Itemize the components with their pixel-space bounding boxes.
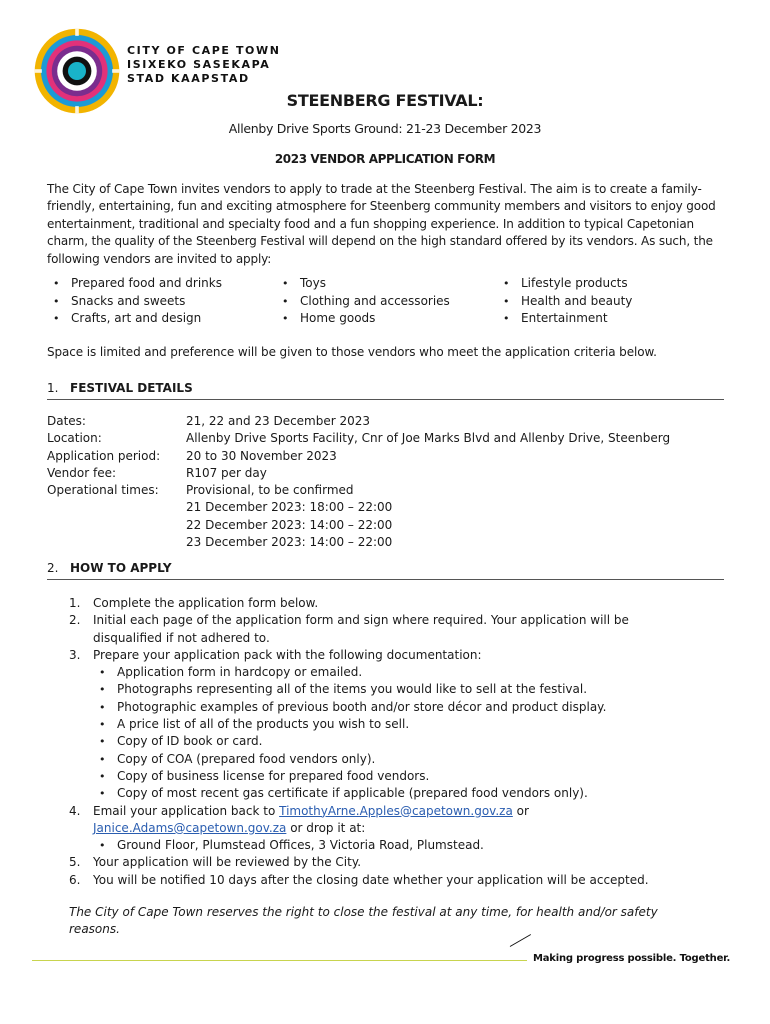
logo-wordmark: CITY OF CAPE TOWN ISIXEKO SASEKAPA STAD KAAPSTAD	[127, 44, 281, 85]
email-link-timothy[interactable]: TimothyArne.Apples@capetown.gov.za	[279, 803, 513, 818]
list-item: • Clothing and accessories	[276, 293, 450, 311]
document-page: CITY OF CAPE TOWN ISIXEKO SASEKAPA STAD KAAPSTAD STEENBERG FESTIVAL: Allenby Drive Sports Ground: 21-23 December 2023 2023 VENDOR APPLICATION FORM The City of Cape Town invites vendors to apply to trade at the Steenberg Festival. The aim is to create a family-friendly, entertaining, fun and exciting atmosphere for Steenberg community members and visitors to enjoy good entertainment, traditional and specialty food and a fun shopping experience. In addition to typical Capetonian charm, the quality of the Steenberg Festival will depend on the high standard offered by its vendors. As such, the following vendors are invited to apply: • Prepared food and drinks • Snacks and sweets • Crafts, art and design • Toys • Clothing and accessories • Home goods • Lifestyle products • Health and beauty • Entertainment Space is limited and preference will be given to those vendors who meet the application criteria below. 1. FESTIVAL DETAILS Dates: 21, 22 and 23 December 2023 Location: Allenby Drive Sports Facility, Cnr of Joe Marks Blvd and Allenby Drive, Steenberg Application period: 20 to 30 November 2023 Vendor fee: R107 per day Operational times: Provisional, to be confirmed 21 December 2023: 18:00 – 22:00 22 December 2023: 14:00 – 22:00 23 December 2023: 14:00 – 22:00 2. HOW TO APPLY 1. Complete the application form below. 2. Initial each page of the application form and sign where required. Your application will be disqualified if not adhered to. 3. Prepare your application pack with the following documentation: • Application form in hardcopy or emailed. • Photographs representing all of the items you would like to sell at the festival. • Photographic examples of previous booth and/or store décor and product display. • A price list of all of the products you wish to sell. • Copy of ID book or card. • Copy of COA (prepared food vendors only). • Copy of business license for prepared food vendors. • Copy of most recent gas certificate if applicable (prepared food vendors only). 4. Email your application back to TimothyArne.Apples@capetown.gov.za or Janice.Adams@capetown.gov.za or drop it at: • Ground Floor, Plumstead Offices, 3 Victoria Road, Plumstead. 5. Your application will be reviewed by the City. 6. You will be notified 10 days after the closing date whether your application will be accepted. The City of Cape Town reserves the right to close the festival at any time, for health and/or safety reasons. Making progress possible. Together.	[0, 0, 770, 1024]
doc-item: • Application form in hardcopy or emailed.	[93, 664, 729, 681]
section-festival-details-heading: 1. FESTIVAL DETAILS	[47, 381, 724, 400]
space-note: Space is limited and preference will be given to those vendors who meet the application criteria below.	[47, 345, 657, 359]
doc-item: • A price list of all of the products you wish to sell.	[93, 716, 729, 733]
list-item: • Toys	[276, 275, 450, 293]
venue-subtitle: Allenby Drive Sports Ground: 21-23 December 2023	[228, 121, 542, 136]
category-column-1	[47, 275, 222, 328]
email-link-janice[interactable]: Janice.Adams@capetown.gov.za	[93, 820, 287, 835]
footer-divider	[32, 960, 527, 961]
disclaimer-note: The City of Cape Town reserves the right to close the festival at any time, for health and/or safety reasons.	[69, 905, 658, 937]
doc-item: • Copy of most recent gas certificate if applicable (prepared food vendors only).	[93, 785, 729, 802]
list-item: • Prepared food and drinks	[47, 275, 222, 293]
form-title: 2023 VENDOR APPLICATION FORM	[274, 152, 496, 166]
intro-paragraph: The City of Cape Town invites vendors to apply to trade at the Steenberg Festival. The aim is to create a family-friendly, entertaining, fun and exciting atmosphere for Steenberg community members and visitors to enjoy good entertainment, traditional and specialty food and a fun shopping experience. In addition to typical Capetonian charm, the quality of the Steenberg Festival will depend on the high standard offered by its vendors. As such, the following vendors are invited to apply:	[47, 182, 716, 266]
list-item: • Lifestyle products	[497, 275, 632, 293]
list-item: 5. Your application will be reviewed by the City.	[69, 855, 362, 870]
section-how-to-apply-heading: 2. HOW TO APPLY	[47, 561, 724, 580]
list-item: 4. Email your application back to TimothyArne.Apples@capetown.gov.za or Janice.Adams@capetown.gov.za or drop it at: • Ground Floor, Plumstead Offices, 3 Victoria Road, Plumstead.	[69, 803, 729, 855]
list-item: 3. Prepare your application pack with the following documentation: • Application form in hardcopy or emailed. • Photographs representing all of the items you would like to sell at the festival. • Photographic examples of previous booth and/or store décor and product display. • A price list of all of the products you wish to sell. • Copy of ID book or card. • Copy of COA (prepared food vendors only). • Copy of business license for prepared food vendors. • Copy of most recent gas certificate if applicable (prepared food vendors only).	[69, 647, 729, 803]
doc-item: • Photographic examples of previous booth and/or store décor and product display.	[93, 699, 729, 716]
how-to-apply-list	[69, 595, 729, 889]
doc-item: • Photographs representing all of the items you would like to sell at the festival.	[93, 681, 729, 698]
list-item: • Health and beauty	[497, 293, 632, 311]
doc-item: • Copy of business license for prepared food vendors.	[93, 768, 729, 785]
list-item: • Crafts, art and design	[47, 310, 222, 328]
address-item: • Ground Floor, Plumstead Offices, 3 Victoria Road, Plumstead.	[93, 837, 729, 854]
list-item: 1. Complete the application form below.	[69, 596, 319, 610]
list-item: • Snacks and sweets	[47, 293, 222, 311]
list-item: • Entertainment	[497, 310, 632, 328]
list-item: 2. Initial each page of the application form and sign where required. Your application will be disqualified if not adhered to.	[69, 613, 629, 645]
doc-item: • Copy of COA (prepared food vendors only).	[93, 751, 729, 768]
page-title: STEENBERG FESTIVAL:	[286, 91, 484, 110]
category-column-2	[276, 275, 450, 328]
list-item: • Home goods	[276, 310, 450, 328]
category-column-3	[497, 275, 632, 328]
list-item: 6. You will be notified 10 days after the closing date whether your application will be accepted.	[69, 872, 649, 887]
doc-item: • Copy of ID book or card.	[93, 733, 729, 750]
footer-tagline: Making progress possible. Together.	[533, 953, 731, 964]
